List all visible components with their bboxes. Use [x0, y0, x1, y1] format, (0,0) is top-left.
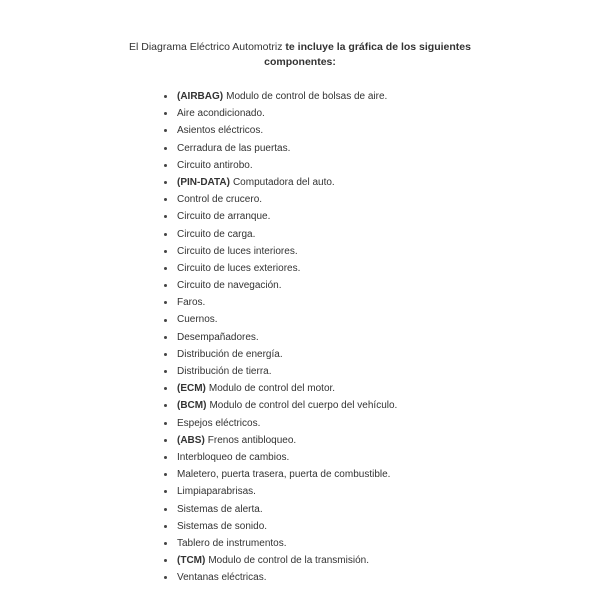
bullet-icon	[164, 267, 167, 270]
item-text: Circuito de luces interiores.	[177, 245, 298, 257]
list-item	[164, 397, 397, 414]
list-item	[164, 483, 397, 500]
item-text: Espejos eléctricos.	[177, 417, 261, 429]
bullet-icon	[164, 370, 167, 373]
item-text: Distribución de energía.	[177, 348, 283, 360]
item-abbreviation: (ABS)	[177, 434, 205, 446]
list-item	[164, 105, 397, 122]
intro-bold-text: te incluye la gráfica de los siguientes	[285, 41, 471, 53]
bullet-icon	[164, 439, 167, 442]
item-text: Limpiaparabrisas.	[177, 486, 256, 498]
list-item	[164, 329, 397, 346]
bullet-icon	[164, 301, 167, 304]
item-abbreviation: (ECM)	[177, 383, 206, 395]
list-item	[164, 157, 397, 174]
item-text: Aire acondicionado.	[177, 108, 265, 120]
list-item	[164, 449, 397, 466]
bullet-icon	[164, 233, 167, 236]
list-item	[164, 363, 397, 380]
item-text: Maletero, puerta trasera, puerta de combustible.	[177, 469, 391, 481]
item-text: Control de crucero.	[177, 194, 263, 206]
list-item	[164, 294, 397, 311]
bullet-icon	[164, 112, 167, 115]
item-abbreviation: (AIRBAG)	[177, 91, 224, 102]
bullet-icon	[164, 198, 167, 201]
bullet-icon	[164, 181, 167, 184]
intro-line-2: componentes:	[264, 56, 336, 68]
bullet-icon	[164, 95, 167, 98]
list-item	[164, 501, 397, 518]
bullet-icon	[164, 336, 167, 339]
bullet-icon	[164, 319, 167, 322]
bullet-icon	[164, 215, 167, 218]
item-text: Frenos antibloqueo.	[207, 434, 297, 446]
item-abbreviation: (TCM)	[177, 555, 206, 567]
list-item	[164, 260, 397, 277]
bullet-icon	[164, 404, 167, 407]
bullet-icon	[164, 473, 167, 476]
item-text: Desempañadores.	[177, 331, 259, 343]
bullet-icon	[164, 508, 167, 511]
list-item	[164, 535, 397, 552]
bullet-icon	[164, 576, 167, 579]
bullet-icon	[164, 559, 167, 562]
list-item	[164, 140, 397, 157]
bullet-icon	[164, 542, 167, 545]
list-item	[164, 191, 397, 208]
bullet-icon	[164, 353, 167, 356]
bullet-icon	[164, 422, 167, 425]
list-item	[164, 380, 397, 397]
item-text: Circuito de luces exteriores.	[177, 262, 301, 274]
intro-line-1	[60, 40, 540, 55]
bullet-icon	[164, 387, 167, 390]
item-text: Tablero de instrumentos.	[177, 537, 287, 549]
list-item	[164, 277, 397, 294]
item-text: Computadora del auto.	[232, 176, 335, 188]
intro-paragraph	[60, 40, 540, 70]
item-text: Asientos eléctricos.	[177, 125, 264, 137]
bullet-icon	[164, 250, 167, 253]
list-item	[164, 88, 397, 105]
list-item	[164, 208, 397, 225]
bullet-icon	[164, 525, 167, 528]
item-text: Distribución de tierra.	[177, 366, 272, 377]
list-item	[164, 415, 397, 432]
list-item	[164, 174, 397, 191]
list-item	[164, 346, 397, 363]
item-text: Circuito de navegación.	[177, 280, 282, 292]
list-item	[164, 243, 397, 260]
list-item	[164, 311, 397, 328]
item-text: Cerradura de las puertas.	[177, 142, 291, 154]
item-text: Ventanas eléctricas.	[177, 572, 267, 584]
item-text: Cuernos.	[177, 314, 218, 326]
list-item	[164, 569, 397, 586]
item-text: Circuito de arranque.	[177, 211, 271, 223]
component-list	[164, 88, 397, 586]
item-text: Modulo de control de bolsas de aire.	[226, 91, 388, 102]
item-text: Modulo de control del cuerpo del vehículo.	[209, 400, 398, 412]
bullet-icon	[164, 164, 167, 167]
bullet-icon	[164, 490, 167, 493]
list-item	[164, 226, 397, 243]
intro-normal-text: El Diagrama Eléctrico Automotriz	[129, 41, 286, 53]
list-item	[164, 432, 397, 449]
list-item	[164, 122, 397, 139]
item-text: Sistemas de sonido.	[177, 520, 268, 532]
item-abbreviation: (BCM)	[177, 400, 207, 412]
bullet-icon	[164, 456, 167, 459]
bullet-icon	[164, 129, 167, 132]
item-text: Interbloqueo de cambios.	[177, 451, 290, 463]
list-item	[164, 552, 397, 569]
item-text: Faros.	[177, 297, 206, 309]
bullet-icon	[164, 284, 167, 287]
list-item	[164, 518, 397, 535]
item-abbreviation: (PIN-DATA)	[177, 176, 230, 188]
item-text: Circuito antirobo.	[177, 159, 253, 171]
item-text: Modulo de control del motor.	[208, 383, 336, 395]
item-text: Circuito de carga.	[177, 228, 256, 240]
bullet-icon	[164, 147, 167, 150]
list-item	[164, 466, 397, 483]
item-text: Modulo de control de la transmisión.	[208, 555, 369, 567]
item-text: Sistemas de alerta.	[177, 503, 263, 515]
